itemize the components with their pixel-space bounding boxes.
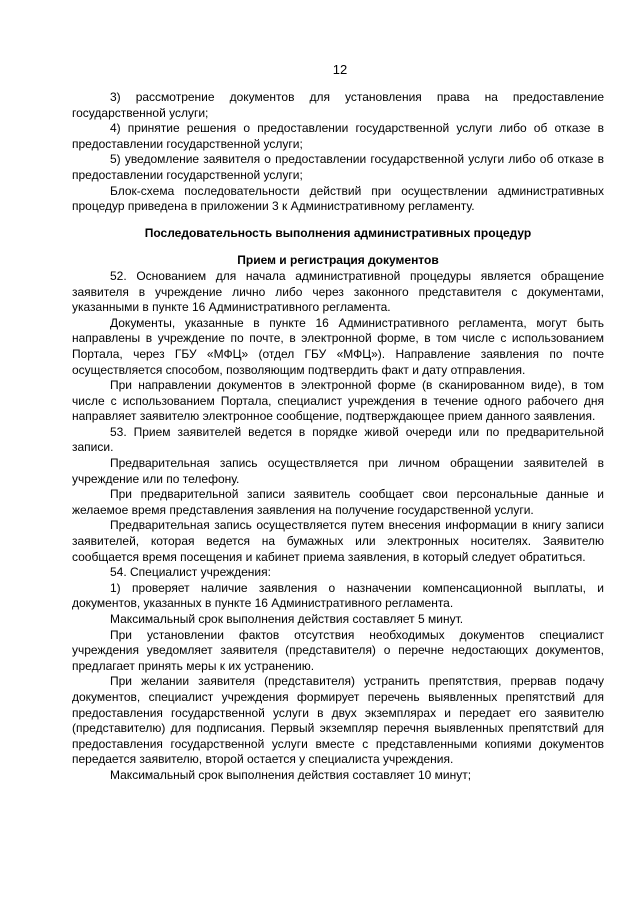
paragraph: 54. Специалист учреждения: [110, 565, 271, 580]
paragraph: Предварительная запись осуществляется при личном обращении заявителей в учреждение или по телефону. [72, 456, 604, 486]
subsection-heading: Прием и регистрация документов [237, 253, 439, 268]
document-body [72, 90, 604, 784]
paragraph: 5) уведомление заявителя о предоставлении государственной услуги либо об отказе в предоставлении государственной услуги; [72, 152, 604, 182]
section-heading: Последовательность выполнения административных процедур [144, 225, 532, 240]
paragraph: 52. Основанием для начала административной процедуры является обращение заявителя в учреждение лично либо через законного представителя с документами, указанными в пункте 16 Административного регламента. [72, 268, 604, 315]
paragraph: Документы, указанные в пункте 16 Административного регламента, могут быть направлены в учреждение по почте, в электронной форме, в том числе с использованием Портала, через ГБУ «МФЦ» (отдел ГБУ «МФЦ»). Направление заявления по почте осуществляется способом, позволяющим подтвердить факт и дату отправления. [72, 315, 604, 377]
paragraph: 3) рассмотрение документов для установления права на предоставление государственной услуги; [72, 90, 604, 120]
paragraph: При предварительной записи заявитель сообщает свои персональные данные и желаемое время представления заявления на получение государственной услуги. [72, 487, 604, 517]
page-number: 12 [332, 62, 348, 77]
paragraph: Блок-схема последовательности действий при осуществлении административных процедур приведена в приложении 3 к Административному регламенту. [72, 183, 604, 214]
paragraph: Максимальный срок выполнения действия составляет 10 минут; [110, 767, 472, 782]
paragraph: 53. Прием заявителей ведется в порядке живой очереди или по предварительной записи. [72, 424, 604, 455]
paragraph: При направлении документов в электронной форме (в сканированном виде), в том числе с использованием Портала, специалист учреждения в течение одного рабочего дня направляет заявителю электронное сообщение, подтверждающее прием данного заявления. [72, 378, 604, 424]
paragraph: При желании заявителя (представителя) устранить препятствия, прервав подачу документов, специалист учреждения формирует перечень выявленных препятствий для предоставления государственной услуги в двух экземплярах и передает его заявителю (представителю) для подписания. Первый экземпляр перечня выявленных препятствий для предоставления государственной услуги вместе с представленными копиями документов передается заявителю, второй остается у специалиста учреждения. [72, 674, 604, 767]
paragraph: Предварительная запись осуществляется путем внесения информации в книгу записи заявителей, которая ведется на бумажных или электронных носителях. Заявителю сообщается время посещения и кабинет приема заявления, в который следует обратиться. [72, 518, 604, 564]
paragraph: 4) принятие решения о предоставлении государственной услуги либо об отказе в предоставлении государственной услуги; [72, 121, 604, 151]
paragraph: 1) проверяет наличие заявления о назначении компенсационной выплаты, и документов, указанных в пункте 16 Административного регламента. [72, 580, 604, 611]
paragraph: Максимальный срок выполнения действия составляет 5 минут. [110, 612, 464, 626]
paragraph: При установлении фактов отсутствия необходимых документов специалист учреждения уведомляет заявителя (представителя) о перечне недостающих документов, предлагает принять меры к их устранению. [72, 627, 604, 673]
